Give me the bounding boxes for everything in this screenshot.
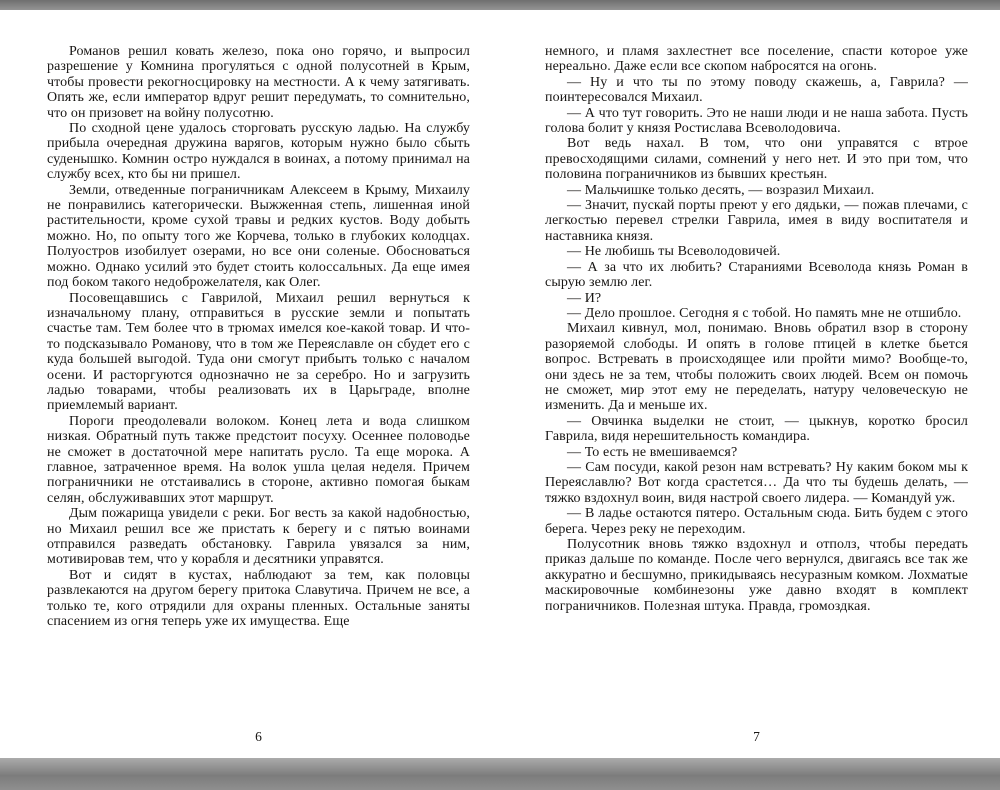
paragraph: Дым пожарища увидели с реки. Бог весть за какой надобностью, но Михаил решил все же пристать к берегу и с пятью воинами отправился разведать обстановку. Гаврила увязался за ним, мотивировав тем, что у корабля и десятники управятся.	[47, 506, 470, 568]
paragraph: — Дело прошлое. Сегодня я с тобой. Но память мне не отшибло.	[567, 305, 962, 321]
page-left	[0, 10, 500, 758]
paragraph: — А что тут говорить. Это не наши люди и не наша забота. Пусть голова болит у князя Ростислава Всеволодовича.	[545, 105, 968, 137]
page-right-text	[545, 44, 968, 614]
paragraph: Вот ведь нахал. В том, что они управятся с втрое превосходящими силами, сомнений у него нет. И это при том, что половина пограничников из бывших крестьян.	[545, 136, 968, 183]
page-right	[500, 10, 1000, 758]
paragraph: — Мальчишке только десять, — возразил Михаил.	[567, 182, 875, 198]
paragraph: — Значит, пускай порты преют у его дядьки, — пожав плечами, с легкостью перевел стрелки Гаврила, имея в виду воспитателя и наставника князя.	[545, 198, 968, 244]
paragraph: — И?	[567, 290, 602, 306]
paragraph: Земли, отведенные пограничникам Алексеем в Крыму, Михаилу не понравились категорически. Выжженная степь, лишенная иной растительности, кроме сухой травы и редких кустов. Воду добыть можно. Но, по опыту того же Корчева, только в глубоких колодцах. Полуостров изобилует озерами, но все они соленые. Обосноваться можно. Однако усилий это будет стоить колоссальных. Да еще имея под боком такого недоброжелателя, как Олег.	[47, 182, 470, 291]
paragraph: Вот и сидят в кустах, наблюдают за тем, как половцы развлекаются на другом берегу притока Славутича. Причем не все, а только те, кого отрядили для охраны пленных. Остальные заняты спасением из огня теперь уже их имущества. Еще	[47, 567, 470, 630]
page-left-number: 6	[255, 729, 262, 744]
paragraph: Посовещавшись с Гаврилой, Михаил решил вернуться к изначальному плану, отправиться в русские земли и попытать счастье там. Тем более что в трюмах имелся кое-какой товар. И что-то подсказывало Романову, что в том же Переяславле он сбудет его с куда большей выгодой. Туда они смогут прибыть только с началом осени. И расторгуются однозначно не за серебро. Но и загрузить ладью товарами, чтобы реализовать их в Царьграде, вполне приемлемый вариант.	[47, 290, 470, 414]
paragraph: — В ладье остаются пятеро. Остальным сюда. Бить будем с этого берега. Через реку не переходим.	[545, 506, 968, 537]
paragraph: Романов решил ковать железо, пока оно горячо, и выпросил разрешение у Комнина прогуляться с одной полусотней в Крым, чтобы провести рекогносцировку на местности. А к чему затягивать. Опять же, если император вдруг решит передумать, то сомнительно, что он призовет на войну полусотню.	[47, 44, 470, 121]
paragraph: Михаил кивнул, мол, понимаю. Вновь обратил взор в сторону разоряемой слободы. И опять в голове птицей в клетке бьется вопрос. Встревать в происходящее или пройти мимо? Вообще-то, они здесь не за тем, чтобы положить своих людей. Всем он помочь не сможет, мир этот ему не переделать, натуру человеческую не изменить. Да и меньше их.	[545, 321, 968, 414]
paragraph: — Не любишь ты Всеволодовичей.	[567, 244, 781, 260]
page-left-text	[47, 44, 470, 629]
open-spread	[0, 10, 1000, 758]
paragraph: — Сам посуди, какой резон нам встревать? Ну каким боком мы к Переяславлю? Вот когда срастется… Да что ты будешь делать, — тяжко вздохнул воин, видя настрой своего лидера. — Командуй уж.	[545, 459, 968, 506]
page-right-number: 7	[753, 729, 760, 744]
paragraph: Пороги преодолевали волоком. Конец лета и вода слишком низкая. Обратный путь также предстоит посуху. Осеннее половодье не сможет в достаточной мере напитать русло. Та еще морока. А главное, затраченное время. На волок ушла целая неделя. Причем пограничники не отстаивались в стороне, активно помогая быкам селян, обслуживавших этот маршрут.	[47, 413, 470, 506]
paragraph: немного, и пламя захлестнет все поселение, спасти которое уже нереально. Даже если все скопом набросятся на огонь.	[545, 44, 968, 75]
paragraph: Полусотник вновь тяжко вздохнул и отполз, чтобы передать приказ дальше по команде. После чего вернулся, двигаясь все так же аккуратно и бесшумно, прикидываясь несуразным комком. Лохматые маскировочные комбинезоны уже давно входят в комплект пограничников. Полезная штука. Правда, громоздкая.	[545, 537, 968, 614]
paragraph: — А за что их любить? Стараниями Всеволода князь Роман в сырую землю лег.	[545, 259, 968, 291]
paragraph: По сходной цене удалось сторговать русскую ладью. На службу прибыла очередная дружина варягов, которым нужно было сбыть суденышко. Комнин остро нуждался в воинах, а потому принимал на службу всех, кто бы ни пришел.	[47, 121, 470, 183]
paragraph: — Ну и что ты по этому поводу скажешь, а, Гаврила? — поинтересовался Михаил.	[545, 74, 968, 106]
paragraph: — То есть не вмешиваемся?	[567, 444, 738, 460]
paragraph: — Овчинка выделки не стоит, — цыкнув, коротко бросил Гаврила, видя нерешительность командира.	[545, 413, 968, 445]
top-page-edge	[0, 0, 1000, 10]
bottom-page-edge	[0, 758, 1000, 790]
